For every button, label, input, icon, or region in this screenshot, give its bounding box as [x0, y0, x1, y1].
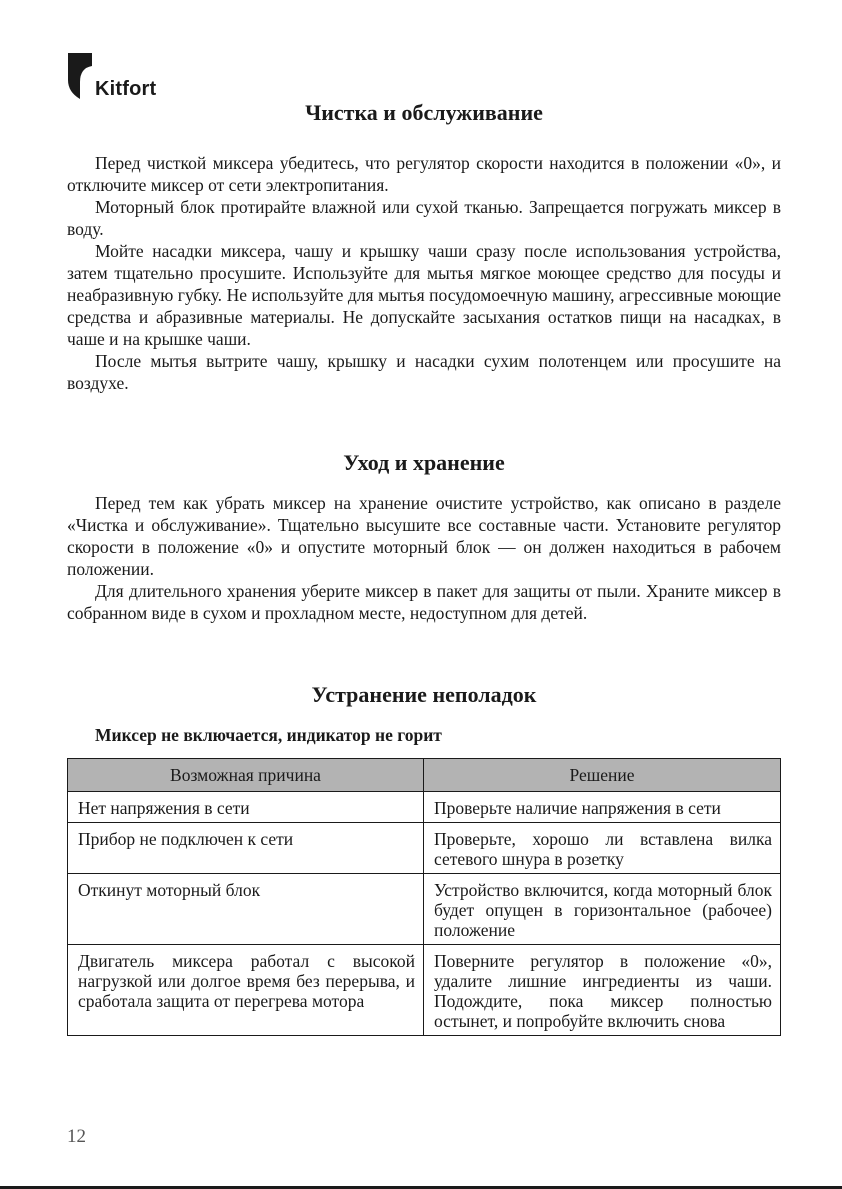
- cause-cell: Двигатель миксера работал с высокой нагрузкой или долгое время без перерыва, и сработала защита от перегрева мотора: [68, 945, 424, 1036]
- cause-cell: Прибор не подключен к сети: [68, 823, 424, 874]
- column-header-solution: Решение: [424, 759, 781, 792]
- solution-cell: Проверьте наличие напряжения в сети: [424, 792, 781, 823]
- care-paragraph: Перед чисткой миксера убедитесь, что регулятор скорости находится в положении «0», и отключите миксер от сети электропитания.: [67, 153, 781, 195]
- section-title-troubleshooting: Устранение неполадок: [311, 682, 537, 707]
- cause-cell: Нет напряжения в сети: [68, 792, 424, 823]
- care-paragraph: После мытья вытрите чашу, крышку и насадки сухим полотенцем или просушите на воздухе.: [67, 351, 781, 393]
- cause-cell: Откинут моторный блок: [68, 874, 424, 945]
- storage-paragraph: Для длительного хранения уберите миксер в пакет для защиты от пыли. Храните миксер в собранном виде в сухом и прохладном месте, недоступном для детей.: [67, 581, 781, 623]
- kitfort-logo-mark-icon: [67, 52, 93, 100]
- table-row: [68, 823, 781, 874]
- column-header-cause: Возможная причина: [68, 759, 424, 792]
- care-paragraph: Мойте насадки миксера, чашу и крышку чаши сразу после использования устройства, затем тщательно просушите. Используйте для мытья мягкое моющее средство для посуды и неабразивную губку. Не используйте для мытья посудомоечную машину, агрессивные моющие средства и абразивные материалы. Не допускайте засыхания остатков пищи на насадках, в чаше и на крышке чаши.: [67, 241, 781, 349]
- solution-cell: Проверьте, хорошо ли вставлена вилка сетевого шнура в розетку: [424, 823, 781, 874]
- solution-cell: Поверните регулятор в положение «0», удалите лишние ингредиенты из чаши. Подождите, пока миксер полностью остынет, и попробуйте включить снова: [424, 945, 781, 1036]
- table-row: [68, 792, 781, 823]
- section-title-storage: Уход и хранение: [343, 450, 505, 475]
- section-storage: [67, 448, 781, 624]
- kitfort-logo: [67, 52, 167, 102]
- solution-cell: Устройство включится, когда моторный блок будет опущен в горизонтальное (рабочее) положение: [424, 874, 781, 945]
- care-paragraph: Моторный блок протирайте влажной или сухой тканью. Запрещается погружать миксер в воду.: [67, 197, 781, 239]
- table-row: [68, 945, 781, 1036]
- page-number: 12: [67, 1126, 86, 1147]
- section-title-care: Чистка и обслуживание: [305, 100, 543, 125]
- page-content: [67, 98, 781, 1036]
- troubleshooting-table: [67, 758, 781, 1036]
- storage-paragraph: Перед тем как убрать миксер на хранение очистите устройство, как описано в разделе «Чистка и обслуживание». Тщательно высушите все составные части. Установите регулятор скорости в положение «0» и опустите моторный блок — он должен находиться в рабочем положении.: [67, 493, 781, 579]
- troubleshooting-subheading: Миксер не включается, индикатор не горит: [95, 725, 442, 745]
- section-care: [67, 98, 781, 394]
- table-row: [68, 874, 781, 945]
- brand-name: Kitfort: [95, 78, 157, 100]
- table-header-row: [68, 759, 781, 792]
- section-troubleshooting: [67, 680, 781, 1036]
